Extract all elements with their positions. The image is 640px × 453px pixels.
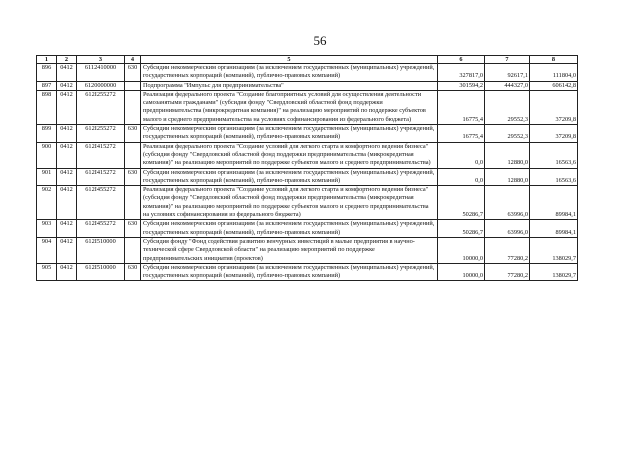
amount-year-3: 16563,6 xyxy=(530,168,578,186)
item-name: Субсидия фонду "Фонд содействия развитию венчурных инвестиций в малые предприятия в научно-технической сфере Свердловской области" на реализацию мероприятий по поддержке предпринимательских инициатив (проектов) xyxy=(141,237,438,263)
row-number: 900 xyxy=(37,142,57,168)
section-code: 0412 xyxy=(57,125,77,143)
amount-year-1: 50286,7 xyxy=(438,186,485,220)
table-row xyxy=(37,81,578,90)
expense-type-code xyxy=(125,81,141,90)
target-code: 612I415272 xyxy=(77,142,125,168)
table-row xyxy=(37,263,578,281)
amount-year-2: 12880,0 xyxy=(485,168,530,186)
amount-year-1: 10000,0 xyxy=(438,237,485,263)
section-code: 0412 xyxy=(57,186,77,220)
item-name: Реализация федерального проекта "Создание условий для легкого старта и комфортного ведения бизнеса" (субсидия фонду "Свердловский областной фонд поддержки предпринимательства (микрокредитная компания)" на реализацию мероприятий по поддержке субъектов малого и среднего предпринимательства) xyxy=(141,142,438,168)
column-header: 6 xyxy=(438,56,485,64)
amount-year-1: 50286,7 xyxy=(438,220,485,238)
expense-type-code xyxy=(125,186,141,220)
amount-year-3: 138029,7 xyxy=(530,263,578,281)
row-number: 903 xyxy=(37,220,57,238)
table-row xyxy=(37,64,578,82)
section-code: 0412 xyxy=(57,90,77,124)
section-code: 0412 xyxy=(57,263,77,281)
section-code: 0412 xyxy=(57,142,77,168)
amount-year-3: 89984,1 xyxy=(530,186,578,220)
amount-year-1: 16775,4 xyxy=(438,125,485,143)
expense-type-code xyxy=(125,237,141,263)
table-header-row xyxy=(37,56,578,64)
amount-year-2: 444327,0 xyxy=(485,81,530,90)
amount-year-1: 301594,2 xyxy=(438,81,485,90)
section-code: 0412 xyxy=(57,220,77,238)
table-row xyxy=(37,142,578,168)
table-row xyxy=(37,237,578,263)
section-code: 0412 xyxy=(57,81,77,90)
row-number: 905 xyxy=(37,263,57,281)
target-code: 612I455272 xyxy=(77,220,125,238)
row-number: 897 xyxy=(37,81,57,90)
amount-year-1: 327817,0 xyxy=(438,64,485,82)
budget-table xyxy=(36,55,578,281)
target-code: 612I255272 xyxy=(77,90,125,124)
target-code: 612I255272 xyxy=(77,125,125,143)
amount-year-2: 29552,3 xyxy=(485,90,530,124)
item-name: Реализация федерального проекта "Создание условий для легкого старта и комфортного ведения бизнеса" (субсидия фонду "Свердловский областной фонд поддержки предпринимательства (микрокредитная компания)" на реализацию мероприятий по поддержке субъектов малого и среднего предпринимательства на условиях софинансирования из федерального бюджета) xyxy=(141,186,438,220)
expense-type-code: 630 xyxy=(125,220,141,238)
amount-year-2: 92617,1 xyxy=(485,64,530,82)
expense-type-code xyxy=(125,90,141,124)
amount-year-2: 77280,2 xyxy=(485,263,530,281)
expense-type-code: 630 xyxy=(125,168,141,186)
row-number: 896 xyxy=(37,64,57,82)
column-header: 7 xyxy=(485,56,530,64)
table-row xyxy=(37,186,578,220)
amount-year-1: 0,0 xyxy=(438,168,485,186)
item-name: Субсидии некоммерческим организациям (за исключением государственных (муниципальных) учреждений, государственных корпораций (компаний), публично-правовых компаний) xyxy=(141,125,438,143)
row-number: 901 xyxy=(37,168,57,186)
item-name: Субсидии некоммерческим организациям (за исключением государственных (муниципальных) учреждений, государственных корпораций (компаний), публично-правовых компаний) xyxy=(141,168,438,186)
row-number: 898 xyxy=(37,90,57,124)
amount-year-1: 10000,0 xyxy=(438,263,485,281)
amount-year-2: 77280,2 xyxy=(485,237,530,263)
expense-type-code: 630 xyxy=(125,125,141,143)
item-name: Субсидии некоммерческим организациям (за исключением государственных (муниципальных) учреждений, государственных корпораций (компаний), публично-правовых компаний) xyxy=(141,263,438,281)
section-code: 0412 xyxy=(57,64,77,82)
target-code: 6120000000 xyxy=(77,81,125,90)
column-header: 8 xyxy=(530,56,578,64)
target-code: 612I415272 xyxy=(77,168,125,186)
page-number: 56 xyxy=(313,33,327,48)
table-row xyxy=(37,125,578,143)
column-header: 3 xyxy=(77,56,125,64)
amount-year-3: 606142,8 xyxy=(530,81,578,90)
target-code: 612I510000 xyxy=(77,263,125,281)
row-number: 902 xyxy=(37,186,57,220)
target-code: 612I510000 xyxy=(77,237,125,263)
column-header: 1 xyxy=(37,56,57,64)
table-row xyxy=(37,168,578,186)
expense-type-code: 630 xyxy=(125,263,141,281)
column-header: 4 xyxy=(125,56,141,64)
amount-year-2: 12880,0 xyxy=(485,142,530,168)
table-row xyxy=(37,90,578,124)
section-code: 0412 xyxy=(57,237,77,263)
table-row xyxy=(37,220,578,238)
expense-type-code xyxy=(125,142,141,168)
row-number: 904 xyxy=(37,237,57,263)
amount-year-2: 29552,3 xyxy=(485,125,530,143)
item-name: Реализация федерального проекта "Создание благоприятных условий для осуществления деятельности самозанятыми гражданами" (субсидия фонду "Свердловский областной фонд поддержки предпринимательства (микрокредитная компания)" на реализацию мероприятий по поддержке субъектов малого и среднего предпринимательства на условиях софинансирования из федерального бюджета) xyxy=(141,90,438,124)
amount-year-3: 37209,8 xyxy=(530,125,578,143)
target-code: 612I455272 xyxy=(77,186,125,220)
amount-year-1: 16775,4 xyxy=(438,90,485,124)
amount-year-3: 111804,0 xyxy=(530,64,578,82)
expense-type-code: 630 xyxy=(125,64,141,82)
amount-year-2: 63996,0 xyxy=(485,186,530,220)
column-header: 5 xyxy=(141,56,438,64)
item-name: Субсидии некоммерческим организациям (за исключением государственных (муниципальных) учреждений, государственных корпораций (компаний), публично-правовых компаний) xyxy=(141,64,438,82)
amount-year-1: 0,0 xyxy=(438,142,485,168)
row-number: 899 xyxy=(37,125,57,143)
item-name: Подпрограмма "Импульс для предпринимательства" xyxy=(141,81,438,90)
amount-year-3: 16563,6 xyxy=(530,142,578,168)
amount-year-3: 37209,8 xyxy=(530,90,578,124)
target-code: 6112410000 xyxy=(77,64,125,82)
amount-year-3: 89984,1 xyxy=(530,220,578,238)
section-code: 0412 xyxy=(57,168,77,186)
amount-year-2: 63996,0 xyxy=(485,220,530,238)
item-name: Субсидии некоммерческим организациям (за исключением государственных (муниципальных) учреждений, государственных корпораций (компаний), публично-правовых компаний) xyxy=(141,220,438,238)
amount-year-3: 138029,7 xyxy=(530,237,578,263)
column-header: 2 xyxy=(57,56,77,64)
